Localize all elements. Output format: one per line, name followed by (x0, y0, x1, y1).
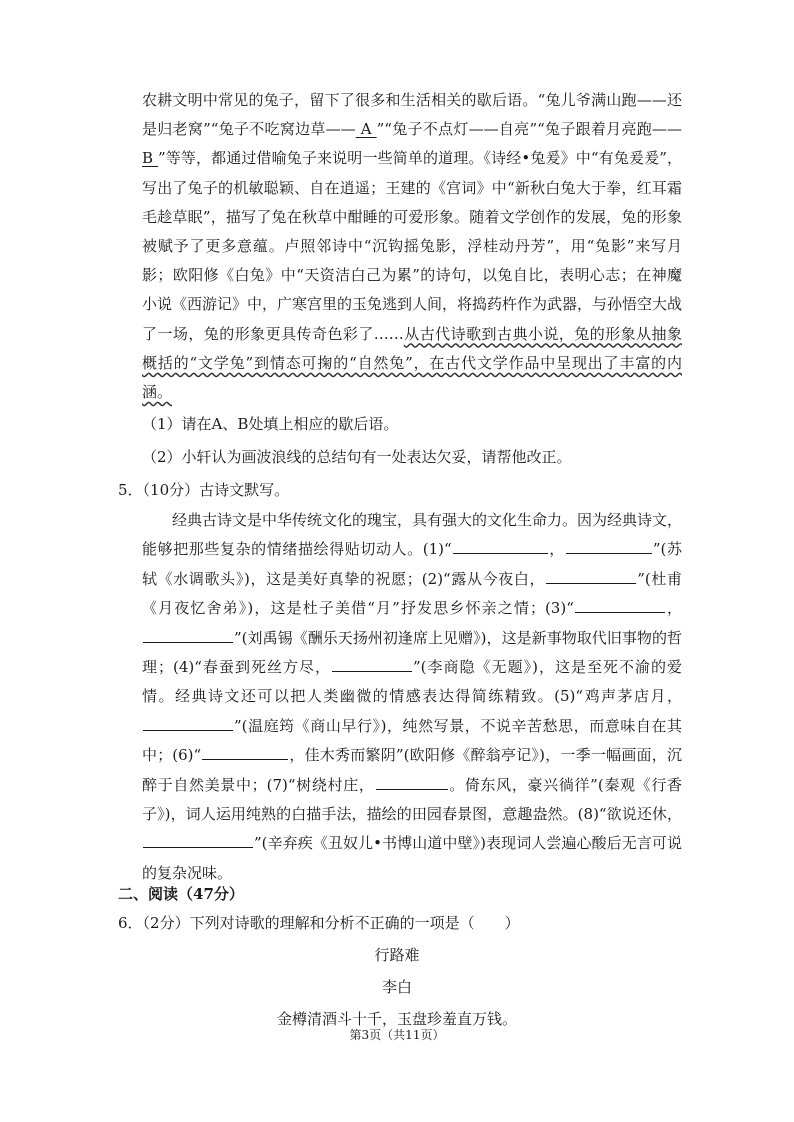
question-6 (118, 913, 520, 933)
blank-7[interactable] (376, 775, 448, 790)
poem-line-1: 金樽清酒斗十千，玉盘珍羞直万钱。 (276, 1010, 517, 1028)
wavy-summary-sentence: 从古代诗歌到古典小说，兔的形象从抽象概括的“文学兔”到情态可掬的“自然兔”，在古代文学作品中呈现出了丰富的内涵。 (142, 324, 682, 402)
rabbit-passage (142, 86, 682, 407)
question-6-text: 6．（2分）下列对诗歌的理解和分析不正确的一项是 (118, 914, 460, 932)
sub-question-1: （1）请在A、B处填上相应的歇后语。 (142, 415, 399, 433)
passage-text-1: 农耕文明中常见的兔子，留下了很多和生活相关的歇后语。“兔儿爷满山跑——还是归老窝”“兔子不吃窝边草—— (142, 91, 682, 139)
poem-author: 李白 (381, 978, 412, 996)
question-5-heading: 5．（10分）古诗文默写。 (118, 481, 290, 499)
answer-parentheses: （ ） (459, 914, 520, 932)
blank-2[interactable] (546, 569, 636, 584)
poem-title: 行路难 (374, 946, 420, 964)
blank-3a[interactable] (575, 598, 665, 613)
blank-6[interactable] (202, 745, 288, 760)
sub-question-2: （2）小轩认为画波浪线的总结句有一处表达欠妥，请帮他改正。 (142, 448, 572, 466)
page-number: 第3页（共11页） (349, 1028, 445, 1042)
question-5-body: 经典古诗文是中华传统文化的瑰宝，具有强大的文化生命力。因为经典诗文，能够把那些复杂的情绪描绘得贴切动人。(1)“ ， ”(苏轼《水调歌头》)，这是美好真挚的祝愿；(2)“露从今夜白， ”(杜甫《月夜忆舍弟》)，这是杜子美借“月”抒发思乡怀亲之情；(3)“ ，”(刘禹锡《酬乐天扬州初逢席上见赠》)，这是新事物取代旧事物的哲理；(4)“春蚕到死丝方尽， ”(李商隐《无题》)，这是至死不渝的爱情。经典诗文还可以把人类幽微的情感表达得简练精致。(5)“鸡声茅店月，”(温庭筠《商山早行》)，纯然写景，不说辛苦愁思，而意味自在其中；(6)“ ，佳木秀而繁阴”(欧阳修《醉翁亭记》)，一季一幅画面，沉醉于自然美景中；(7)“树绕村庄， 。倚东风，豪兴徜徉”(秦观《行香子》)，词人运用纯熟的白描手法，描绘的田园春景图，意趣盎然。(8)“欲说还休，”(辛弃疾《丑奴儿•书博山道中壁》)表现词人尝遍心酸后无言可说的复杂况味。 (142, 511, 683, 882)
section-heading-reading: 二、阅读（47分） (118, 885, 244, 903)
blank-3b[interactable] (143, 628, 233, 643)
blank-8[interactable] (143, 833, 253, 848)
passage-text-2: ”“兔子不点灯——自亮”“兔子跟着月亮跑—— (376, 120, 682, 139)
blank-4[interactable] (332, 657, 412, 672)
passage-text-3: ”等等，都通过借喻兔子来说明一些简单的道理。《诗经•兔爰》中“有兔爰爰”，写出了兔子的机敏聪颖、自在逍遥；王建的《宫词》中“新秋白兔大于拳，红耳霜毛趁草眠”，描写了兔在秋草中酣睡的可爱形象。随着文学创作的发展，兔的形象被赋予了更多意蕴。卢照邻诗中“沉钩摇兔影，浮桂动丹芳”，用“兔影”来写月影；欧阳修《白兔》中“天资洁白己为累”的诗句，以兔自比，表明心志；在神魔小说《西游记》中，广寒宫里的玉兔逃到人间，将捣药杵作为武器，与孙悟空大战了一场，兔的形象更具传奇色彩了…… (142, 149, 683, 343)
blank-b: B (142, 149, 158, 168)
blank-5[interactable] (143, 716, 233, 731)
blank-a: A (355, 120, 377, 139)
blank-1a[interactable] (453, 539, 548, 554)
q5-text-1: 经典古诗文是中华传统文化的瑰宝，具有强大的文化生命力。因为经典诗文，能够把那些复杂的情绪描绘得贴切动人。(1)“ (142, 511, 683, 559)
blank-1b[interactable] (566, 539, 652, 554)
